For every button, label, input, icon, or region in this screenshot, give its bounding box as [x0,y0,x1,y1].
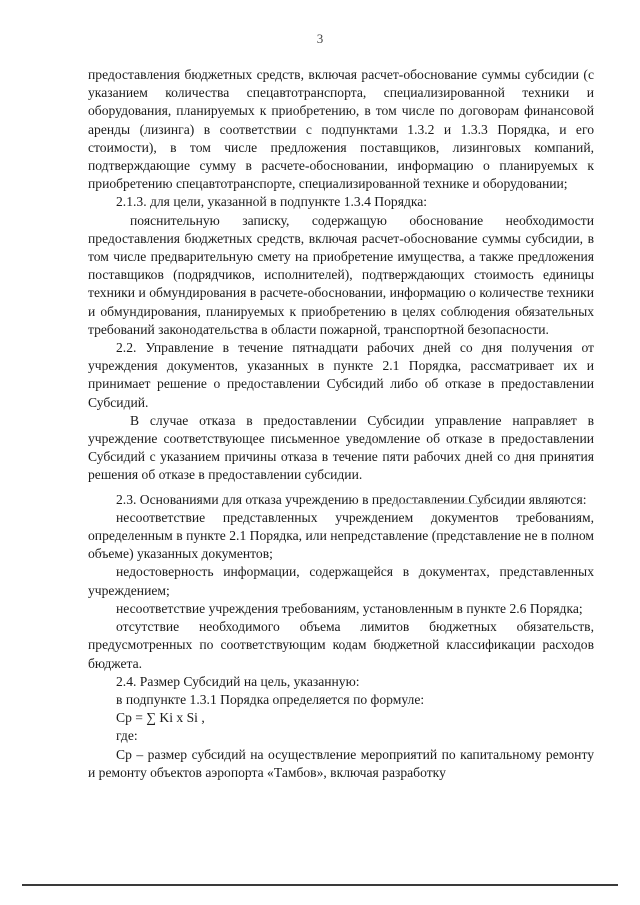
paragraph: 2.4. Размер Субсидий на цель, указанную: [116,673,360,689]
paragraph: пояснительную записку, содержащую обоснование необходимости предоставления бюджетных средств, включая расчет-обоснование суммы субсидии, в том числе предварительную смету на приобретение имущества, а также предложения поставщиков (подрядчиков, исполнителей), подтверждающих стоимость единицы техники и обмундирования в расчете-обосновании, информацию о количестве техники и обмундирования, планируемых к приобретению в целях соблюдения обязательных требований законодательства в области пожарной, транспортной безопасности. [88,212,594,337]
paragraph: 2.2. Управление в течение пятнадцати рабочих дней со дня получения от учреждения документов, указанных в пункте 2.1 Порядка, рассматривает их и принимает решение о предоставлении Субсидий либо об отказе в предоставлении Субсидий. [88,340,594,410]
paragraph: 2.3. Основаниями для отказа учреждению в предоставлении Субсидии являются: [116,491,587,507]
paragraph: 2.1.3. для цели, указанной в подпункте 1.3.4 Порядка: [116,194,428,210]
scan-artifact-line [392,503,488,504]
paragraph: где: [116,728,138,744]
paragraph: недостоверность информации, содержащейся в документах, представленных учреждением; [88,564,594,598]
paragraph: В случае отказа в предоставлении Субсидии управление направляет в учреждение соответствующее письменное уведомление об отказе в предоставлении Субсидий с указанием причины отказа в течение пяти рабочих дней со дня принятия решения об отказе в предоставлении субсидии. [88,412,594,483]
paragraph: отсутствие необходимого объема лимитов бюджетных обязательств, предусмотренных по соответствующим кодам бюджетной классификации расходов бюджета. [88,619,594,671]
page-number: 3 [316,31,324,46]
formula: Cр = ∑ Ki x Si , [116,710,205,726]
paragraph: в подпункте 1.3.1 Порядка определяется по формуле: [116,691,425,707]
bottom-rule [22,884,618,886]
paragraph: Cр – размер субсидий на осуществление мероприятий по капитальному ремонту и ремонту объектов аэропорта «Тамбов», включая разработку [88,746,594,780]
document-body [88,66,594,782]
paragraph: несоответствие представленных учреждением документов требованиям, определенным в пункте 2.1 Порядка, или непредставление (представление не в полном объеме) указанных документов; [88,509,594,562]
paragraph: несоответствие учреждения требованиям, установленным в пункте 2.6 Порядка; [116,600,583,616]
paragraph: предоставления бюджетных средств, включая расчет-обоснование суммы субсидии (с указанием количества спецавтотранспорта, специализированной техники и оборудования, планируемых к приобретению, в том числе по договорам финансовой аренды (лизинга) в соответствии с подпунктами 1.3.2 и 1.3.3 Порядка, и его стоимости), в том числе предложения поставщиков, лизинговых компаний, подтверждающие сумму в расчете-обосновании, информацию о планируемых к приобретению спецавтотранспорте, специализированной технике и оборудовании; [88,67,594,192]
